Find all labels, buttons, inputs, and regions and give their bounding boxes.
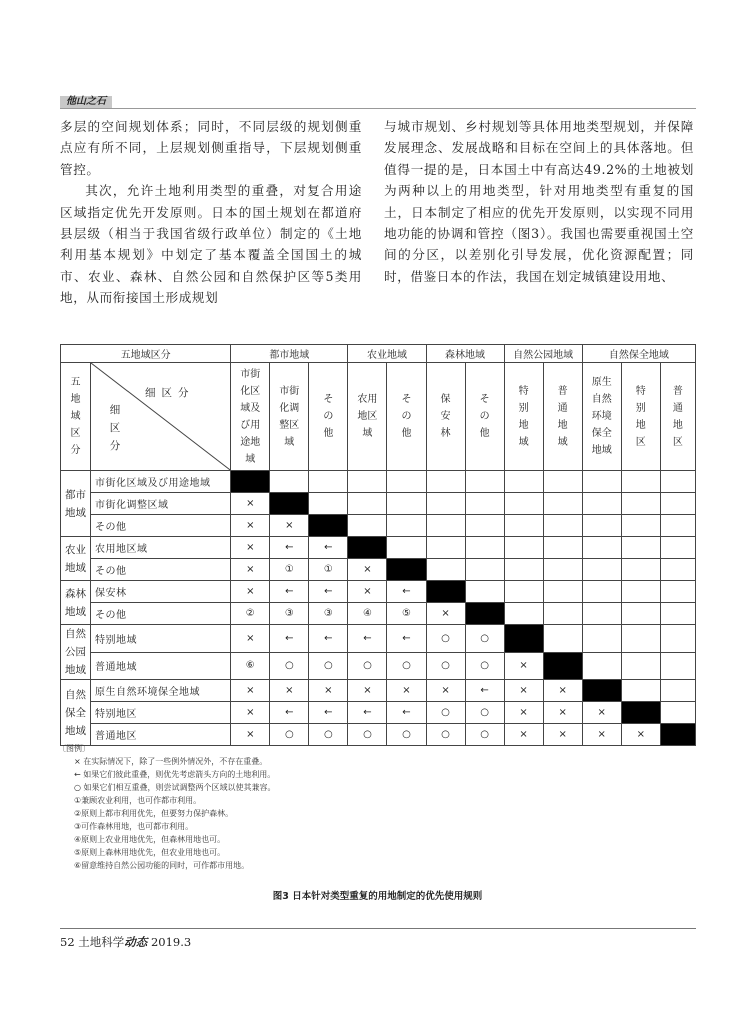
row-category-text: 农业地域	[65, 543, 87, 574]
table-cell: ×	[270, 680, 309, 702]
empty-cell	[660, 702, 695, 724]
row-label: 农用地区域	[91, 537, 231, 559]
column-header-text: 特别地区	[635, 385, 646, 448]
diagonal-black-cell	[621, 702, 660, 724]
table-cell: ×	[270, 515, 309, 537]
row-category	[61, 680, 91, 746]
empty-cell	[426, 493, 465, 515]
diagonal-black-cell	[309, 515, 348, 537]
empty-cell	[504, 603, 543, 625]
figure-caption: 图3 日本针对类型重复的用地制定的优先使用规则	[272, 891, 483, 902]
empty-cell	[621, 515, 660, 537]
empty-cell	[660, 625, 695, 653]
row-label: 特别地区	[91, 702, 231, 724]
table-cell: ×	[582, 724, 621, 746]
empty-cell	[621, 603, 660, 625]
table-cell: ←	[348, 702, 387, 724]
column-header	[660, 363, 695, 471]
table-cell: ×	[426, 603, 465, 625]
column-header	[231, 363, 270, 471]
page-footer	[60, 934, 191, 950]
empty-cell	[621, 625, 660, 653]
table-cell: ×	[348, 559, 387, 581]
table-cell: ×	[231, 680, 270, 702]
empty-cell	[504, 493, 543, 515]
empty-cell	[582, 625, 621, 653]
table-cell: ×	[582, 702, 621, 724]
right-paragraph-1: 与城市规划、乡村规划等具体用地类型规划，并保障发展理念、发展战略和目标在空间上的具体落地。但值得一提的是，日本国土中有高达49.2%的土地被划为两种以上的用地类型，针对用地类型有重复的国土，日本制定了相应的优先开发原则，以实现不同用地功能的协调和管控（图3）。我国也需要重视国土空间的分区，以差别化引导发展，优化资源配置；同时，借鉴日本的作法，我国在划定城镇建设用地、	[384, 119, 694, 284]
empty-cell	[582, 581, 621, 603]
empty-cell	[582, 515, 621, 537]
table-row	[61, 471, 696, 493]
legend-title: 〔图例〕	[58, 744, 90, 753]
empty-cell	[621, 559, 660, 581]
row-category-text: 森林地域	[65, 587, 87, 618]
legend-item: ○ 如果它们相互重叠，则尝试调整两个区域以使其兼容。	[74, 783, 276, 792]
table-cell: ④	[348, 603, 387, 625]
table-cell: ×	[231, 537, 270, 559]
empty-cell	[426, 559, 465, 581]
table-cell: ○	[465, 724, 504, 746]
table-cell: ×	[231, 581, 270, 603]
row-category-text: 自然保全地域	[65, 688, 87, 737]
table-cell: ×	[309, 680, 348, 702]
row-label: 特别地域	[91, 625, 231, 653]
table-cell: ×	[621, 724, 660, 746]
table-cell: ×	[504, 652, 543, 680]
table-cell: ←	[309, 625, 348, 653]
empty-cell	[309, 493, 348, 515]
table-row	[61, 581, 696, 603]
empty-cell	[543, 537, 582, 559]
table-cell: ×	[387, 680, 426, 702]
table-cell: ○	[270, 724, 309, 746]
empty-cell	[621, 471, 660, 493]
table-cell: ⑤	[387, 603, 426, 625]
row-label: 普通地区	[91, 724, 231, 746]
table-cell: ←	[309, 581, 348, 603]
table-cell: ×	[348, 581, 387, 603]
table-row	[61, 702, 696, 724]
table-cell: ×	[543, 724, 582, 746]
row-label: その他	[91, 603, 231, 625]
table-cell: ○	[387, 652, 426, 680]
empty-cell	[582, 603, 621, 625]
running-header	[60, 96, 696, 109]
legend-item: ⑥留意维持自然公园功能的同时，可作都市用地。	[74, 861, 250, 870]
table-cell: ×	[504, 680, 543, 702]
empty-cell	[660, 680, 695, 702]
column-header	[543, 363, 582, 471]
row-label: 市街化调整区域	[91, 493, 231, 515]
legend-item: ①兼顾农业利用，也可作都市利用。	[74, 796, 202, 805]
legend-item: × 在实际情况下，除了一些例外情况外，不存在重叠。	[74, 757, 268, 766]
empty-cell	[387, 471, 426, 493]
empty-cell	[426, 537, 465, 559]
table-row	[61, 603, 696, 625]
page-number: 52	[60, 935, 75, 949]
empty-cell	[465, 581, 504, 603]
empty-cell	[582, 559, 621, 581]
table-cell: ←	[387, 702, 426, 724]
table-cell: ←	[270, 537, 309, 559]
diagonal-top-label: 细区分	[145, 387, 195, 399]
footer-divider	[60, 928, 696, 929]
table-cell: ○	[426, 625, 465, 653]
column-header-text: 原生自然环境保全地域	[591, 377, 612, 456]
empty-cell	[543, 581, 582, 603]
empty-cell	[621, 581, 660, 603]
column-header	[582, 363, 621, 471]
table-cell: ○	[309, 724, 348, 746]
empty-cell	[309, 471, 348, 493]
row-label: その他	[91, 559, 231, 581]
column-header-text: その他	[401, 394, 412, 439]
empty-cell	[348, 515, 387, 537]
group-header-nature-conservation: 自然保全地域	[582, 345, 695, 363]
left-column	[60, 116, 362, 309]
table-cell: ×	[543, 702, 582, 724]
column-header-text: 普通地区	[672, 385, 683, 448]
column-header-text: 市街化区域及び用途地域	[240, 368, 261, 465]
empty-cell	[504, 471, 543, 493]
table-cell: ×	[231, 724, 270, 746]
table-cell: ×	[231, 625, 270, 653]
diagonal-black-cell	[660, 724, 695, 746]
diagonal-black-cell	[543, 652, 582, 680]
empty-cell	[660, 603, 695, 625]
legend-item: ⑤原则上森林用地优先，但农业用地也可。	[74, 848, 226, 857]
empty-cell	[465, 537, 504, 559]
group-header-forest: 森林地域	[426, 345, 504, 363]
table-row	[61, 652, 696, 680]
empty-cell	[660, 471, 695, 493]
left-paragraph-2: 其次，允许土地利用类型的重叠，对复合用途区域指定优先开发原则。日本的国土规划在都道府县层级（相当于我国省级行政单位）制定的《土地利用基本规划》中划定了基本覆盖全国国土的城市、农业、森林、自然公园和自然保护区等5类用地，从而衔接国土形成规划	[60, 183, 362, 306]
table-cell: ×	[543, 680, 582, 702]
empty-cell	[582, 493, 621, 515]
table-row	[61, 625, 696, 653]
table-cell: ×	[231, 702, 270, 724]
empty-cell	[660, 537, 695, 559]
table-cell: ○	[348, 724, 387, 746]
empty-cell	[543, 471, 582, 493]
empty-cell	[465, 493, 504, 515]
table-cell: ←	[309, 702, 348, 724]
table-row	[61, 515, 696, 537]
diagonal-left-label: 细区分	[109, 404, 121, 452]
table-cell: ×	[504, 724, 543, 746]
table-cell: ○	[348, 652, 387, 680]
column-header	[387, 363, 426, 471]
table-cell: ←	[270, 625, 309, 653]
group-header-urban: 都市地域	[231, 345, 348, 363]
diagonal-black-cell	[348, 537, 387, 559]
diagonal-black-cell	[465, 603, 504, 625]
table-cell: ×	[504, 702, 543, 724]
empty-cell	[621, 680, 660, 702]
column-header	[309, 363, 348, 471]
header-five-regions: 五地域区分	[61, 345, 231, 363]
empty-cell	[426, 515, 465, 537]
corner-diagonal-cell	[91, 363, 231, 471]
empty-cell	[582, 537, 621, 559]
empty-cell	[660, 515, 695, 537]
empty-cell	[621, 493, 660, 515]
empty-cell	[660, 652, 695, 680]
row-category	[61, 581, 91, 625]
section-tab: 他山之石	[60, 96, 112, 108]
table-cell: ←	[270, 581, 309, 603]
table-cell: ⑥	[231, 652, 270, 680]
empty-cell	[348, 493, 387, 515]
empty-cell	[465, 515, 504, 537]
empty-cell	[543, 625, 582, 653]
column-header	[504, 363, 543, 471]
empty-cell	[543, 603, 582, 625]
group-header-natural-park: 自然公园地域	[504, 345, 582, 363]
column-header-text: その他	[479, 394, 490, 439]
legend-item: ④原则上农业用地优先，但森林用地也可。	[74, 835, 226, 844]
table-cell: ○	[387, 724, 426, 746]
table-cell: ×	[426, 680, 465, 702]
row-category	[61, 537, 91, 581]
table-cell: ①	[270, 559, 309, 581]
row-label: その他	[91, 515, 231, 537]
table-cell: ×	[231, 493, 270, 515]
table-cell: ①	[309, 559, 348, 581]
empty-cell	[621, 537, 660, 559]
row-label: 保安林	[91, 581, 231, 603]
issue-number: 2019.3	[150, 935, 192, 949]
column-header-text: その他	[323, 394, 334, 439]
table-cell: ○	[426, 702, 465, 724]
table-cell: ←	[387, 625, 426, 653]
diagonal-black-cell	[387, 559, 426, 581]
empty-cell	[660, 581, 695, 603]
table-cell: ③	[270, 603, 309, 625]
row-category-text: 自然公园地域	[65, 628, 87, 676]
empty-cell	[387, 515, 426, 537]
legend-item: ②原则上都市利用优先，但要努力保护森林。	[74, 809, 234, 818]
empty-cell	[270, 471, 309, 493]
table-cell: ×	[231, 559, 270, 581]
row-label: 普通地域	[91, 652, 231, 680]
table-row	[61, 537, 696, 559]
table-cell: ○	[465, 625, 504, 653]
legend-item: ③可作森林用地，也可都市利用。	[74, 822, 194, 831]
corner-left-text: 五地域区分	[70, 377, 81, 456]
row-category	[61, 625, 91, 680]
table-cell: ○	[270, 652, 309, 680]
empty-cell	[543, 559, 582, 581]
diagonal-black-cell	[582, 680, 621, 702]
empty-cell	[387, 537, 426, 559]
table-cell: ○	[426, 652, 465, 680]
row-label: 市街化区域及び用途地域	[91, 471, 231, 493]
table-cell: ←	[348, 625, 387, 653]
empty-cell	[582, 471, 621, 493]
column-header	[270, 363, 309, 471]
column-header	[621, 363, 660, 471]
table-row	[61, 559, 696, 581]
table-cell: ×	[348, 680, 387, 702]
empty-cell	[543, 515, 582, 537]
column-header-text: 农用地区域	[357, 394, 378, 439]
empty-cell	[504, 537, 543, 559]
figure-legend	[60, 742, 276, 872]
row-category	[61, 471, 91, 537]
empty-cell	[465, 471, 504, 493]
empty-cell	[582, 652, 621, 680]
column-header-text: 普通地域	[557, 385, 568, 448]
legend-item: ← 如果它们彼此重叠，则优先考虑箭头方向的土地利用。	[74, 770, 276, 779]
row-category-text: 都市地域	[65, 488, 87, 519]
table-cell: ○	[465, 652, 504, 680]
column-header-text: 市街化调整区域	[279, 385, 300, 448]
right-column	[384, 116, 694, 287]
table-cell: ←	[465, 680, 504, 702]
left-paragraph-1: 多层的空间规划体系；同时，不同层级的规划侧重点应有所不同，上层规划侧重指导，下层规划侧重管控。	[60, 119, 362, 177]
table-cell: ○	[309, 652, 348, 680]
table-cell: ←	[387, 581, 426, 603]
corner-left-label	[61, 363, 91, 471]
column-header	[465, 363, 504, 471]
diagonal-black-cell	[270, 493, 309, 515]
table-cell: ×	[231, 515, 270, 537]
table-cell: ○	[465, 702, 504, 724]
table-cell: ②	[231, 603, 270, 625]
journal-emphasis: 动态	[124, 935, 148, 949]
diagonal-black-cell	[504, 625, 543, 653]
empty-cell	[660, 559, 695, 581]
journal-name	[78, 935, 147, 949]
table-row	[61, 680, 696, 702]
journal-prefix: 土地科学	[78, 935, 125, 949]
table-row	[61, 493, 696, 515]
empty-cell	[543, 493, 582, 515]
table-cell: ③	[309, 603, 348, 625]
table-cell: ←	[270, 702, 309, 724]
diagonal-black-cell	[231, 471, 270, 493]
column-header	[348, 363, 387, 471]
table-cell: ←	[309, 537, 348, 559]
empty-cell	[465, 559, 504, 581]
group-header-agriculture: 农业地域	[348, 345, 426, 363]
column-header-text: 特别地域	[518, 385, 529, 448]
column-header	[426, 363, 465, 471]
empty-cell	[621, 652, 660, 680]
empty-cell	[660, 493, 695, 515]
empty-cell	[348, 471, 387, 493]
empty-cell	[504, 515, 543, 537]
row-label: 原生自然环境保全地域	[91, 680, 231, 702]
diagonal-black-cell	[426, 581, 465, 603]
empty-cell	[504, 581, 543, 603]
column-header-text: 保安林	[440, 394, 451, 439]
empty-cell	[426, 471, 465, 493]
empty-cell	[387, 493, 426, 515]
empty-cell	[504, 559, 543, 581]
land-use-priority-table	[60, 344, 696, 746]
table-cell: ○	[426, 724, 465, 746]
